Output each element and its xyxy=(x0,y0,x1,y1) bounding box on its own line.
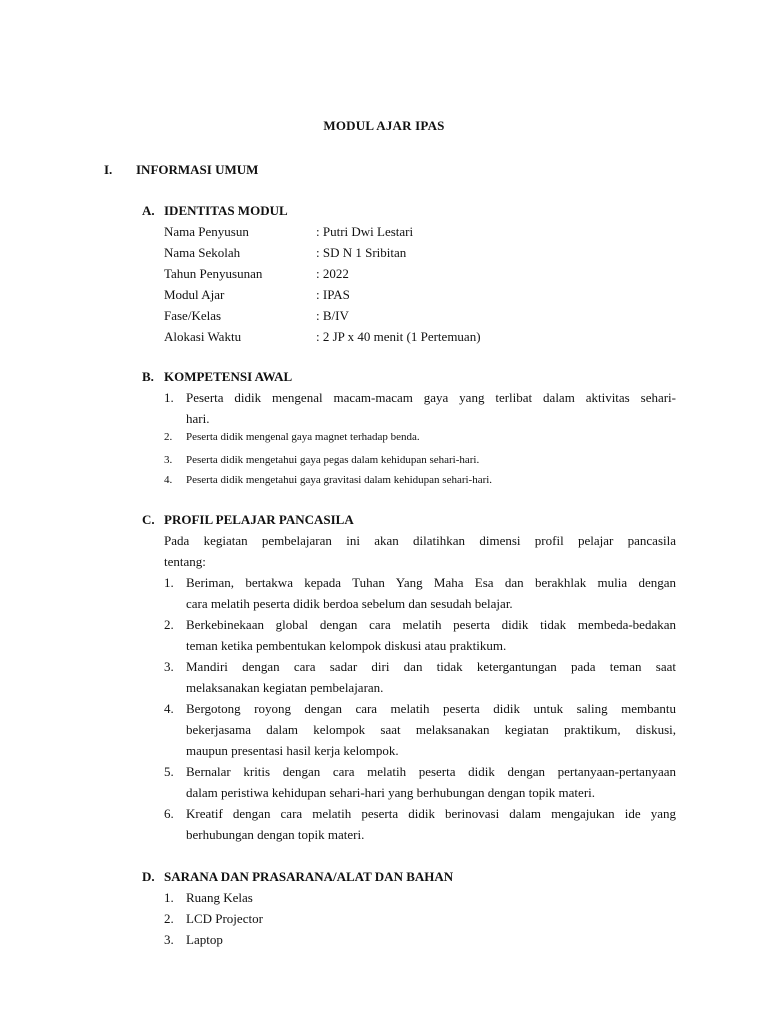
list-number: 1. xyxy=(164,890,174,905)
document-title: MODUL AJAR IPAS xyxy=(323,118,445,133)
identity-value: : 2022 xyxy=(316,266,349,281)
subsection-letter: D. xyxy=(142,869,155,884)
identity-value: : IPAS xyxy=(316,287,350,302)
list-item-line: Peserta didik mengenal gaya magnet terhadap benda. xyxy=(186,431,420,443)
list-item-line: Bergotong royong dengan cara melatih peserta didik untuk saling membantu xyxy=(186,701,676,716)
list-item-line: Berkebinekaan global dengan cara melatih peserta didik tidak membeda-bedakan xyxy=(186,617,676,632)
list-number: 3. xyxy=(164,454,173,466)
identity-label: Nama Penyusun xyxy=(164,224,249,239)
list-item-line: bekerjasama dalam kelompok saat melaksanakan kegiatan praktikum, diskusi, xyxy=(186,722,676,737)
identity-value: : 2 JP x 40 menit (1 Pertemuan) xyxy=(316,329,481,344)
identity-value: : B/IV xyxy=(316,308,349,323)
list-item-line: Peserta didik mengetahui gaya pegas dalam kehidupan sehari-hari. xyxy=(186,454,480,466)
list-item-line: cara melatih peserta didik berdoa sebelum dan sesudah belajar. xyxy=(186,596,513,611)
list-item-line: Beriman, bertakwa kepada Tuhan Yang Maha Esa dan berakhlak mulia dengan xyxy=(186,575,676,590)
subsection-letter: B. xyxy=(142,369,154,384)
list-number: 1. xyxy=(164,390,174,405)
list-number: 2. xyxy=(164,911,174,926)
list-number: 2. xyxy=(164,617,174,632)
list-item-line: melaksanakan kegiatan pembelajaran. xyxy=(186,680,384,695)
subsection-letter: C. xyxy=(142,512,155,527)
list-number: 2. xyxy=(164,431,173,443)
list-item-line: Bernalar kritis dengan cara melatih peserta didik dengan pertanyaan-pertanyaan xyxy=(186,764,676,779)
subsection-heading: PROFIL PELAJAR PANCASILA xyxy=(164,512,354,527)
list-item-line: Peserta didik mengetahui gaya gravitasi dalam kehidupan sehari-hari. xyxy=(186,474,493,486)
section-number: I. xyxy=(104,162,113,177)
list-item-line: dalam peristiwa kehidupan sehari-hari yang berhubungan dengan topik materi. xyxy=(186,785,596,800)
list-number: 4. xyxy=(164,474,173,486)
list-item-line: Ruang Kelas xyxy=(186,890,253,905)
list-item-line: Mandiri dengan cara sadar diri dan tidak ketergantungan pada teman saat xyxy=(186,659,676,674)
list-number: 4. xyxy=(164,701,174,716)
list-number: 3. xyxy=(164,659,174,674)
list-item-line: Laptop xyxy=(186,932,223,947)
list-item-line: hari. xyxy=(186,411,210,426)
identity-label: Tahun Penyusunan xyxy=(164,266,263,281)
list-number: 3. xyxy=(164,932,174,947)
list-number: 1. xyxy=(164,575,174,590)
list-item-line: maupun presentasi hasil kerja kelompok. xyxy=(186,743,399,758)
identity-value: : SD N 1 Sribitan xyxy=(316,245,407,260)
intro-line: tentang: xyxy=(164,554,206,569)
identity-label: Nama Sekolah xyxy=(164,245,241,260)
list-item-line: teman ketika pembentukan kelompok diskusi atau praktikum. xyxy=(186,638,507,653)
list-number: 5. xyxy=(164,764,174,779)
section-heading: INFORMASI UMUM xyxy=(136,162,259,177)
list-item-line: Kreatif dengan cara melatih peserta didik berinovasi dalam mengajukan ide yang xyxy=(186,806,676,821)
subsection-letter: A. xyxy=(142,203,155,218)
list-item-line: LCD Projector xyxy=(186,911,263,926)
identity-label: Fase/Kelas xyxy=(164,308,222,323)
identity-value: : Putri Dwi Lestari xyxy=(316,224,414,239)
subsection-heading: IDENTITAS MODUL xyxy=(164,203,288,218)
identity-label: Alokasi Waktu xyxy=(164,329,242,344)
list-number: 6. xyxy=(164,806,174,821)
list-item-line: berhubungan dengan topik materi. xyxy=(186,827,365,842)
subsection-heading: KOMPETENSI AWAL xyxy=(164,369,293,384)
identity-label: Modul Ajar xyxy=(164,287,225,302)
intro-line: Pada kegiatan pembelajaran ini akan dilatihkan dimensi profil pelajar pancasila xyxy=(164,533,676,548)
subsection-heading: SARANA DAN PRASARANA/ALAT DAN BAHAN xyxy=(164,869,454,884)
list-item-line: Peserta didik mengenal macam-macam gaya yang terlibat dalam aktivitas sehari- xyxy=(186,390,676,405)
